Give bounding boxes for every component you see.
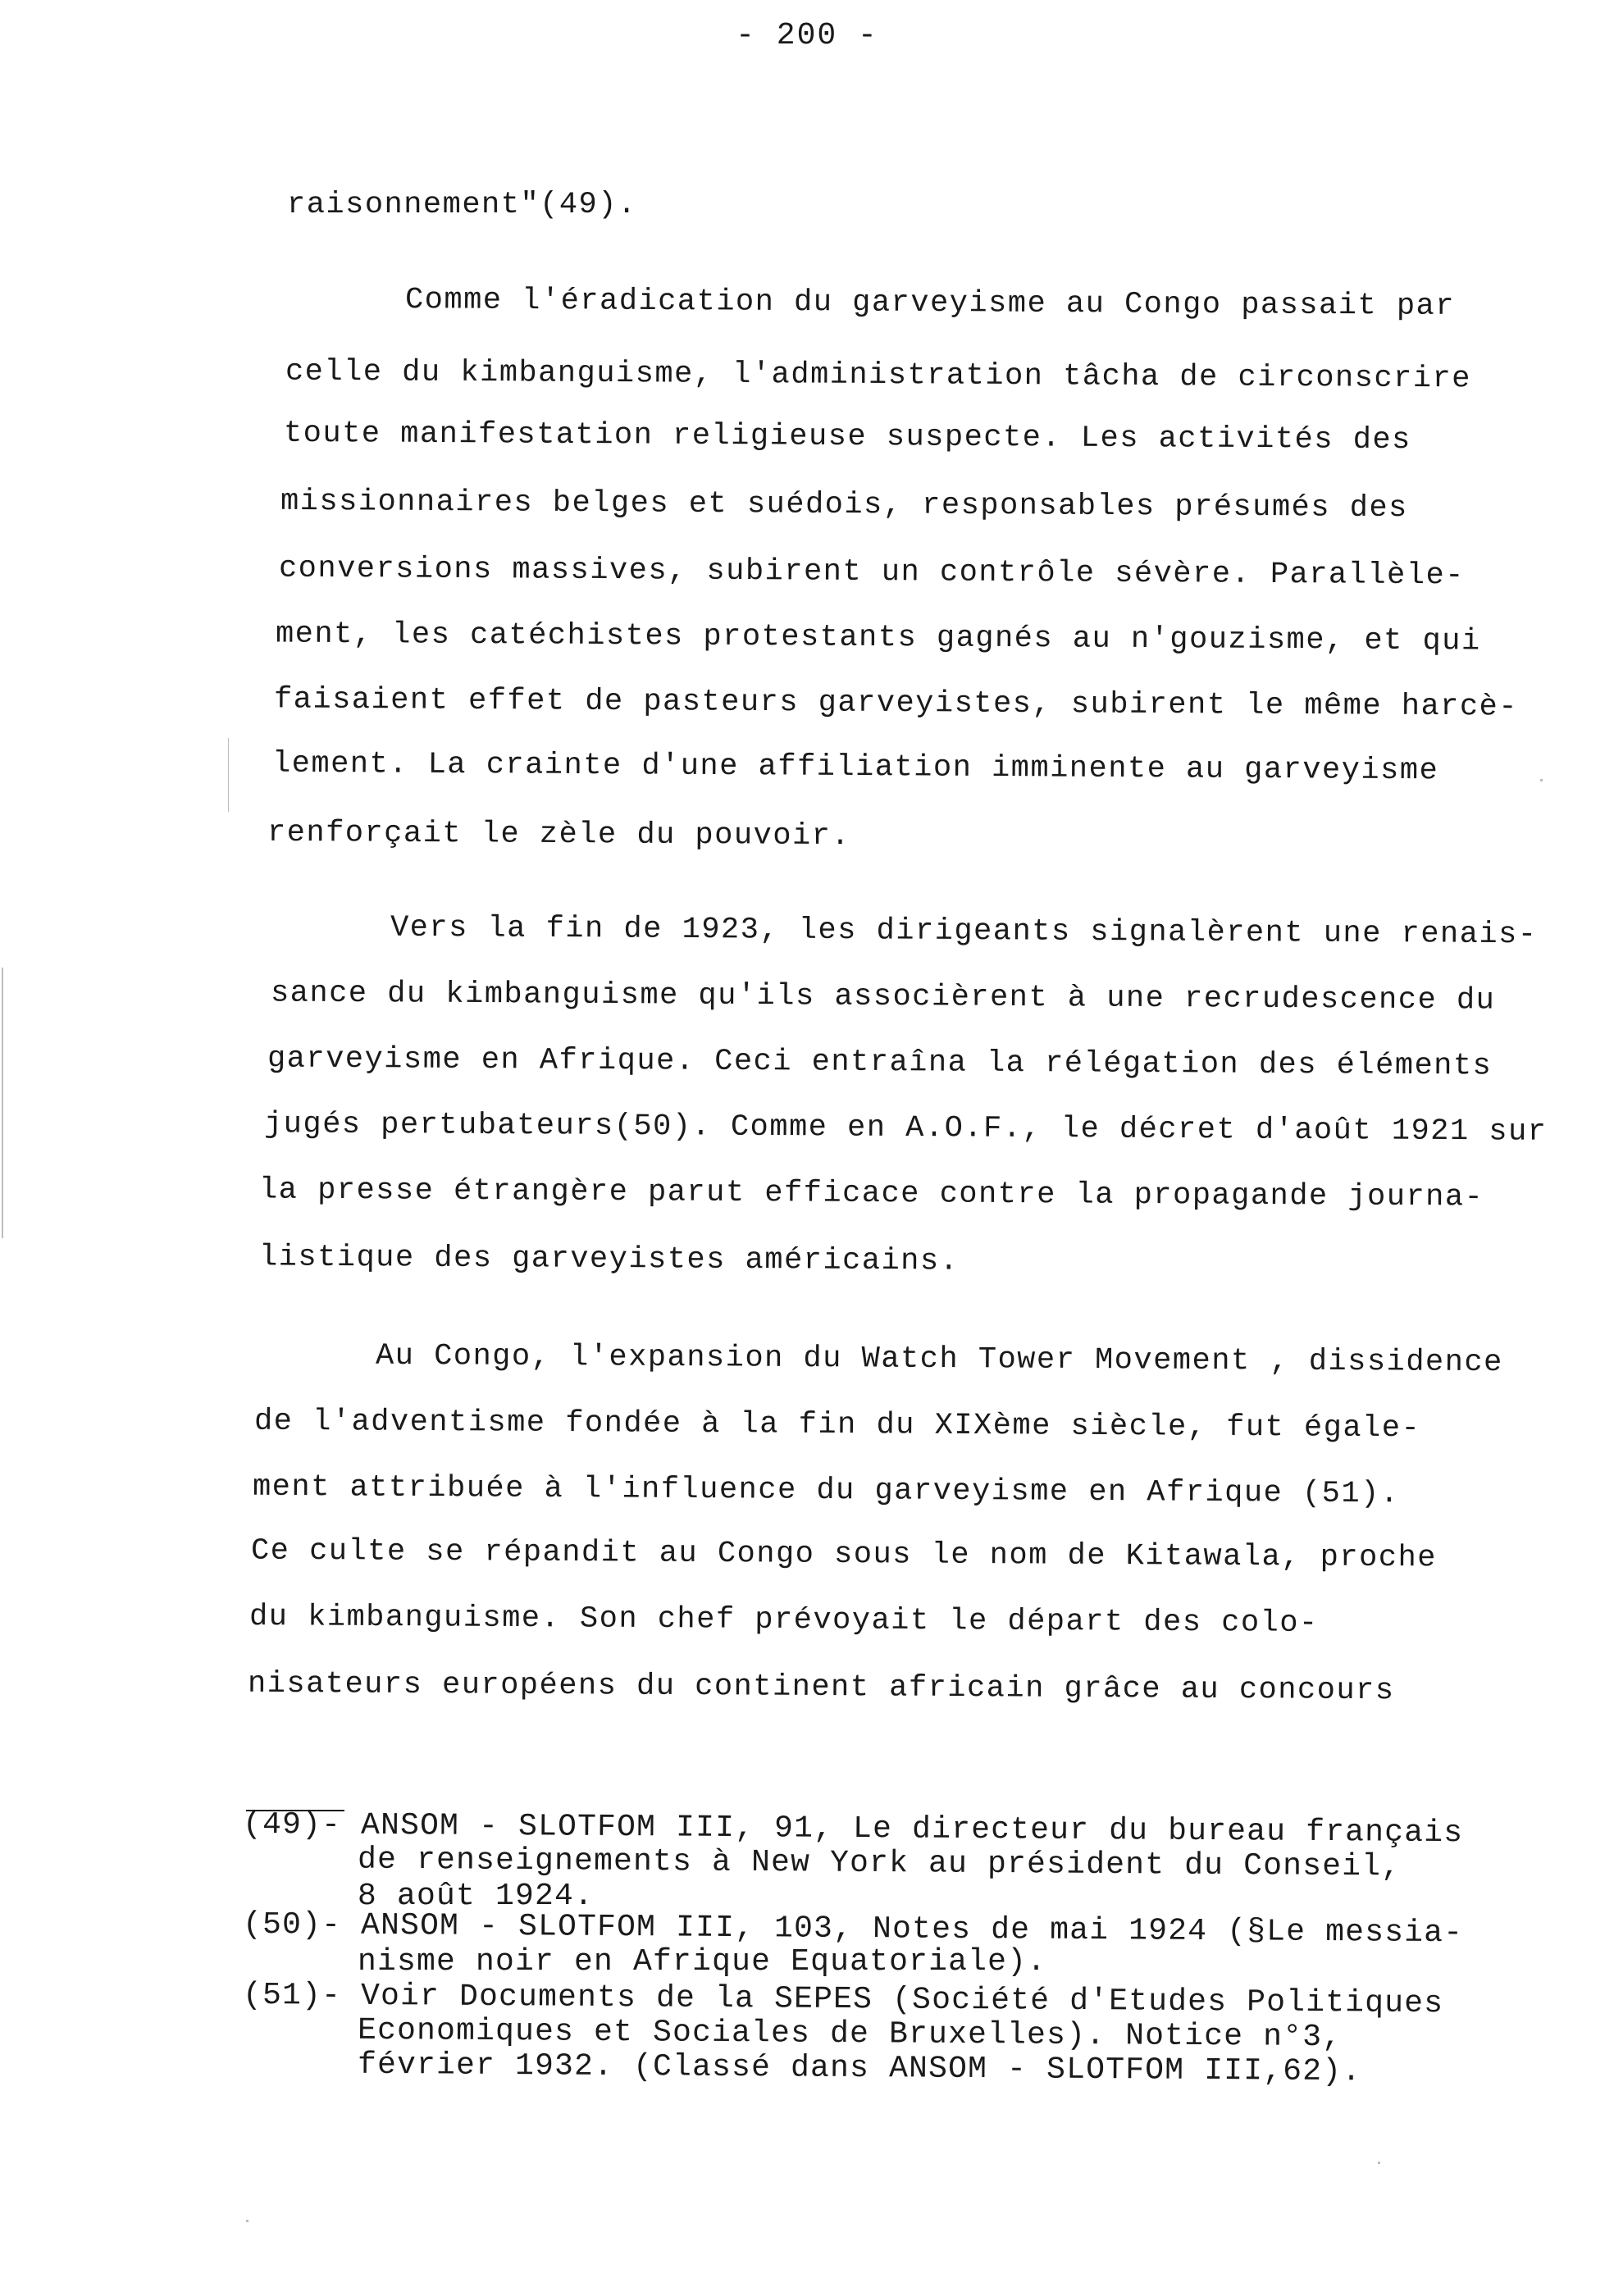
- body-line: listique des garveyistes américains.: [258, 1240, 960, 1279]
- footnote-line: Economiques et Sociales de Bruxelles). Notice n°3,: [357, 2012, 1343, 2056]
- page-number: - 200 -: [736, 18, 878, 53]
- body-line: garveyisme en Afrique. Ceci entraîna la rélégation des éléments: [267, 1041, 1493, 1084]
- body-line: Ce culte se répandit au Congo sous le nom de Kitawala, proche: [250, 1533, 1438, 1576]
- body-line: celle du kimbanguisme, l'administration tâcha de circonscrire: [285, 354, 1472, 397]
- body-line: Vers la fin de 1923, les dirigeants signalèrent une renais-: [390, 910, 1538, 953]
- footnote-line: février 1932. (Classé dans ANSOM - SLOTFOM III,62).: [357, 2047, 1362, 2090]
- footnote-line: (51)- Voir Documents de la SEPES (Société d'Etudes Politiques: [242, 1977, 1444, 2022]
- scan-artifact: [1540, 779, 1543, 781]
- body-line: la presse étrangère parut efficace contre la propagande journa-: [258, 1173, 1484, 1215]
- body-line: Comme l'éradication du garveyisme au Congo passait par: [404, 283, 1456, 324]
- body-line: du kimbanguisme. Son chef prévoyait le départ des colo-: [248, 1600, 1319, 1641]
- body-line: Au Congo, l'expansion du Watch Tower Movement , dissidence: [375, 1338, 1503, 1381]
- body-line: ment, les catéchistes protestants gagnés au n'gouzisme, et qui: [275, 617, 1481, 659]
- body-line: renforçait le zèle du pouvoir.: [267, 815, 851, 854]
- body-line: nisateurs européens du continent africain grâce au concours: [247, 1666, 1395, 1709]
- footnote-line: 8 août 1924.: [358, 1879, 595, 1914]
- body-line: ment attribuée à l'influence du garveyisme en Afrique (51).: [252, 1469, 1400, 1512]
- body-line: missionnaires belges et suédois, responsables présumés des: [280, 484, 1408, 526]
- footnote-line: (49)- ANSOM - SLOTFOM III, 91, Le directeur du bureau français: [242, 1806, 1464, 1852]
- body-line: faisaient effet de pasteurs garveyistes, subirent le même harcè-: [273, 682, 1519, 725]
- body-line: de l'adventisme fondée à la fin du XIXème siècle, fut égale-: [253, 1404, 1421, 1446]
- footnote-line: de renseignements à New York au président du Conseil,: [357, 1842, 1402, 1885]
- scan-artifact: [1378, 2162, 1380, 2164]
- body-line: conversions massives, subirent un contrôle sévère. Parallèle-: [278, 551, 1466, 594]
- body-line: toute manifestation religieuse suspecte. Les activités des: [283, 416, 1411, 458]
- scan-artifact: [228, 738, 229, 812]
- body-line: lement. La crainte d'une affiliation imminente au garveyisme: [271, 746, 1439, 789]
- body-line: jugés pertubateurs(50). Comme en A.O.F., le décret d'août 1921 sur: [263, 1107, 1548, 1150]
- body-line: sance du kimbanguisme qu'ils associèrent à une recrudescence du: [270, 976, 1496, 1018]
- body-line: raisonnement"(49).: [287, 188, 637, 222]
- footnote-line: (50)- ANSOM - SLOTFOM III, 103, Notes de mai 1924 (§Le messia-: [242, 1906, 1464, 1952]
- footnote-line: nisme noir en Afrique Equatoriale).: [358, 1944, 1047, 1979]
- scan-artifact: [2, 968, 3, 1238]
- scan-artifact: [246, 2220, 248, 2222]
